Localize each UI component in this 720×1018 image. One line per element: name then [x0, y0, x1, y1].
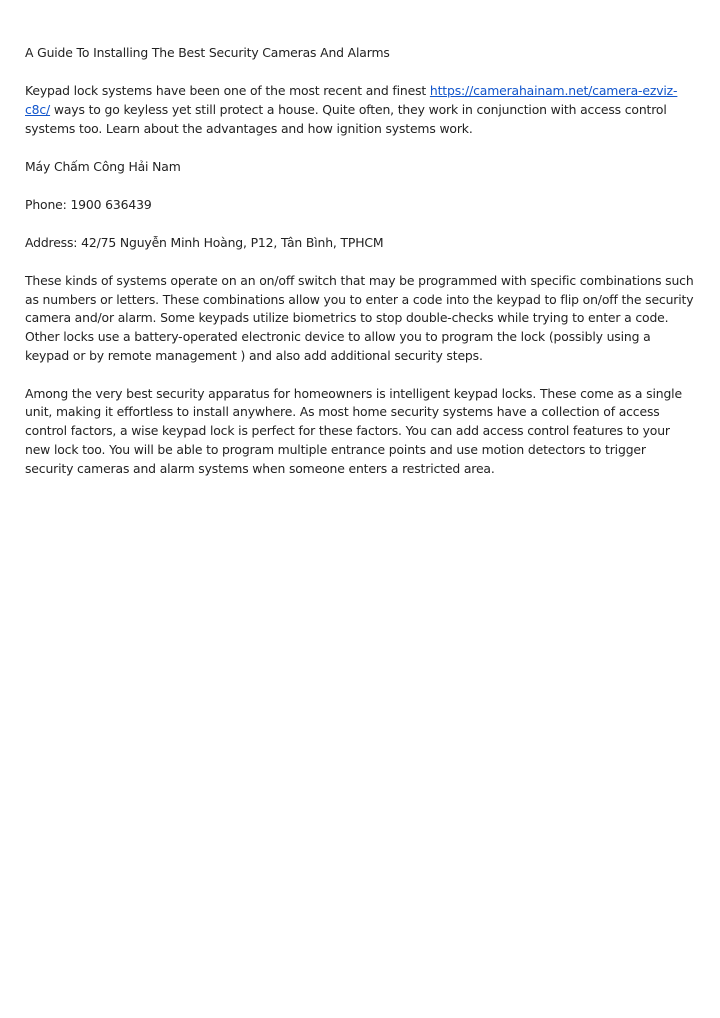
document-page — [25, 44, 697, 498]
intro-paragraph — [25, 82, 697, 138]
body-paragraph-systems: These kinds of systems operate on an on/off switch that may be programmed with specific combinations such as numbers or letters. These combinations allow you to enter a code into the keypad to flip on/off the security camera and/or alarm. Some keypads utilize biometrics to stop double-checks while trying to enter a code. Other locks use a battery-operated electronic device to allow you to program the lock (possibly using a keypad or by remote management ) and also add additional security steps. — [25, 272, 694, 363]
intro-text-before-link: Keypad lock systems have been one of the most recent and finest — [25, 83, 430, 99]
body-paragraph-keypad-locks: Among the very best security apparatus for homeowners is intelligent keypad locks. These come as a single unit, making it effortless to install anywhere. As most home security systems have a collection of access control factors, a wise keypad lock is perfect for these factors. You can add access control features to your new lock too. You will be able to program multiple entrance points and use motion detectors to trigger security cameras and alarm systems when someone enters a restricted area. — [25, 385, 682, 476]
phone-number: Phone: 1900 636439 — [25, 196, 152, 212]
camera-product-link[interactable]: https://camerahainam.net/camera-ezviz-c8c/ — [25, 83, 678, 117]
company-name: Máy Chấm Công Hải Nam — [25, 158, 181, 174]
intro-text-after-link: ways to go keyless yet still protect a house. Quite often, they work in conjunction with access control systems too. Learn about the advantages and how ignition systems work. — [25, 101, 667, 136]
address: Address: 42/75 Nguyễn Minh Hoàng, P12, Tân Bình, TPHCM — [25, 234, 384, 250]
document-title: A Guide To Installing The Best Security Cameras And Alarms — [25, 45, 390, 60]
